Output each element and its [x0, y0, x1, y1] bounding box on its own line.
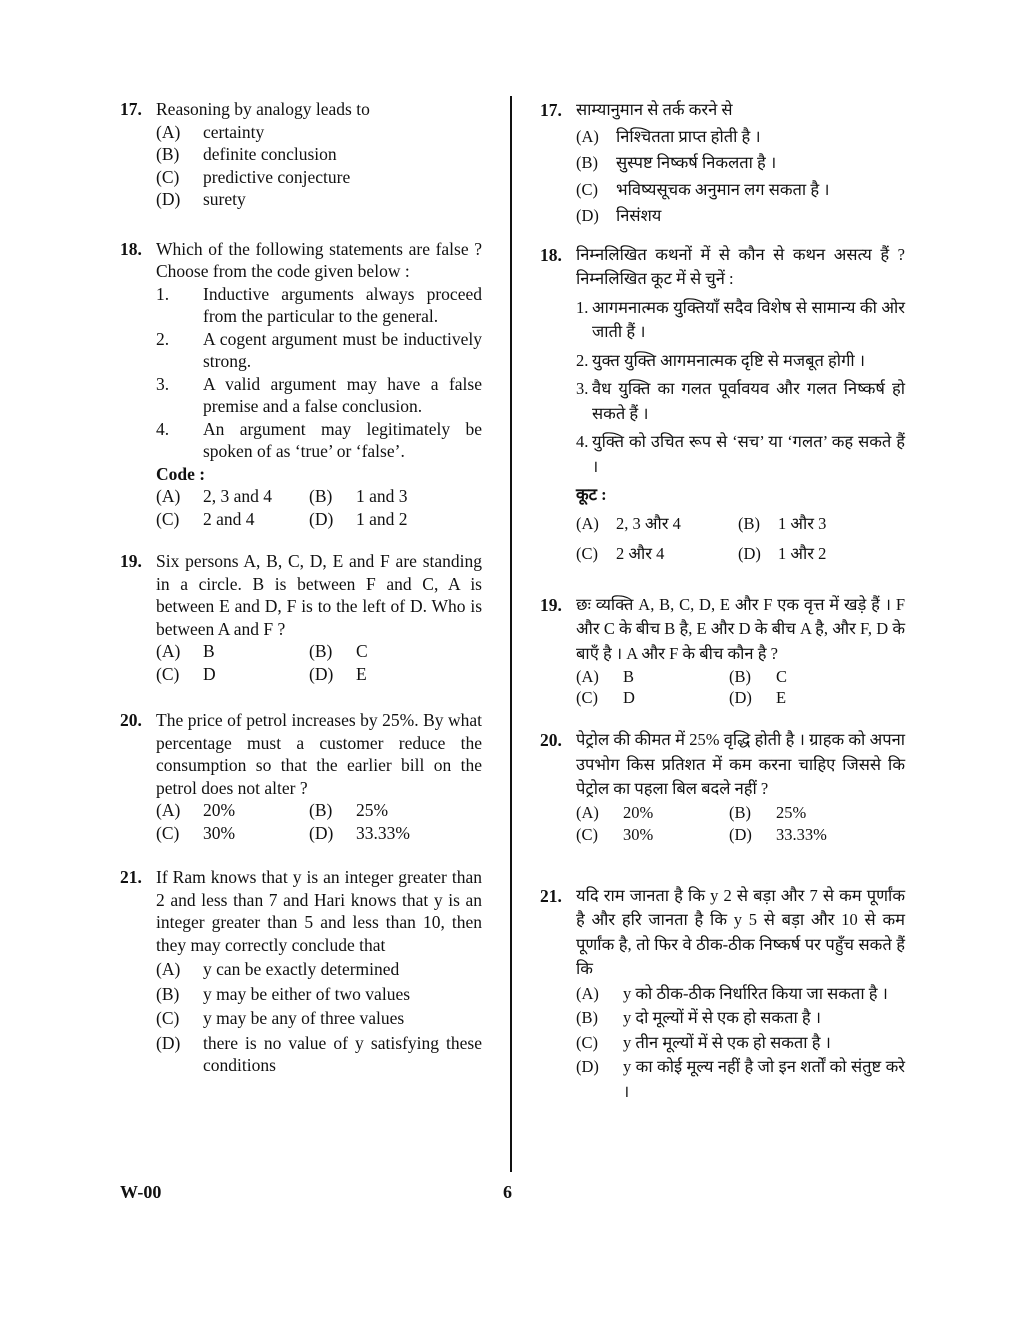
question-stem: Which of the following statements are false ? Choose from the code given below : [156, 238, 482, 281]
option-a: (A) 2, 3 और 4 [576, 513, 681, 533]
option-a: (A) 20% [156, 800, 236, 820]
question-number: 21. [540, 885, 562, 906]
option-d: (D) surety [156, 189, 246, 209]
question-stem: साम्यानुमान से तर्क करने से [576, 100, 733, 119]
question-stem: Six persons A, B, C, D, E and F are standing in a circle. B is between F and C, A is between E and D, F is to the left of D. Who is between A and F ? [156, 551, 482, 639]
statement-4: 4. An argument may legitimately be spoken of as ‘true’ or ‘false’. [156, 418, 482, 461]
question-stem: छः व्यक्ति A, B, C, D, E और F एक वृत्त में खड़े हैं । F और C के बीच B है, E और D के बीच A है, और F, D के बाएँ है । A और F के बीच कौन है ? [576, 594, 905, 663]
options-grid [576, 512, 905, 567]
options-grid [156, 640, 482, 685]
option-c: (C) y तीन मूल्यों में से एक हो सकता है । [576, 1032, 831, 1052]
question-number: 21. [120, 867, 142, 887]
option-a: (A) 2, 3 and 4 [156, 486, 273, 506]
question-number: 18. [120, 238, 142, 259]
option-c: (C) 2 and 4 [156, 508, 255, 529]
option-a: (A) certainty [156, 121, 265, 142]
option-d: (D) 33.33% [309, 822, 410, 843]
question-stem: निम्नलिखित कथनों में से कौन से कथन असत्य हैं ? निम्नलिखित कूट में से चुनें : [576, 244, 905, 288]
option-a: (A) B [156, 641, 215, 661]
option-c: (C) y may be any of three values [156, 1008, 405, 1028]
english-column [120, 98, 482, 1077]
question-stem: If Ram knows that y is an integer greater than 2 and less than 7 and Hari knows that y is an integer greater than 5 and less than 10, then they may correctly conclude that [156, 867, 482, 955]
column-divider [510, 96, 512, 1172]
question-20-en [120, 709, 482, 844]
option-a: (A) 20% [576, 802, 654, 822]
statement-2: 2. A cogent argument must be inductively strong. [156, 328, 482, 371]
option-d: (D) there is no value of y satisfying these conditions [156, 1032, 482, 1075]
options-grid [156, 799, 482, 844]
question-17-hi [540, 98, 905, 229]
question-19-hi [540, 593, 905, 709]
question-number: 20. [120, 710, 142, 730]
option-d: (D) 1 and 2 [309, 508, 408, 529]
option-b: (B) C [729, 667, 788, 686]
statement-1: 1. आगमनात्मक युक्तियाँ सदैव विशेष से सामान्य की ओर जाती हैं । [576, 297, 905, 341]
option-d: (D) E [729, 688, 787, 707]
question-stem: The price of petrol increases by 25%. By what percentage must a customer reduce the consumption so that the earlier bill on the petrol does not alter ? [156, 710, 482, 798]
question-number: 17. [540, 100, 562, 120]
page-number: 6 [503, 1182, 512, 1202]
question-18-hi [540, 243, 905, 567]
code-label: कूट : [576, 485, 607, 504]
option-b: (B) 25% [729, 802, 807, 822]
code-label: Code : [156, 463, 206, 484]
question-19-en [120, 550, 482, 685]
option-a: (A) B [576, 667, 635, 686]
option-b: (B) y दो मूल्यों में से एक हो सकता है । [576, 1008, 822, 1027]
statement-4: 4. युक्ति को उचित रूप से ‘सच’ या ‘गलत’ कह सकते हैं । [576, 432, 905, 476]
options-grid [576, 802, 905, 846]
option-c: (C) predictive conjecture [156, 166, 351, 187]
option-c: (C) 30% [156, 822, 236, 843]
question-stem: Reasoning by analogy leads to [156, 99, 370, 119]
hindi-column [540, 98, 905, 1104]
option-c: (C) D [156, 663, 216, 684]
option-d: (D) निसंशय [576, 206, 662, 225]
question-number: 17. [120, 99, 142, 119]
question-number: 18. [540, 244, 562, 265]
statement-3: 3. वैध युक्ति का गलत पूर्वावयव और गलत निष्कर्ष हो सकते हैं । [576, 379, 905, 423]
question-number: 19. [120, 551, 142, 571]
option-b: (B) y may be either of two values [156, 983, 411, 1004]
options-grid [576, 666, 905, 708]
statement-1: 1. Inductive arguments always proceed from the particular to the general. [156, 283, 482, 326]
option-a: (A) y can be exactly determined [156, 959, 400, 979]
option-a: (A) निश्चितता प्राप्त होती है । [576, 126, 761, 146]
option-b: (B) सुस्पष्ट निष्कर्ष निकलता है । [576, 153, 777, 172]
statement-2: 2. युक्त युक्ति आगमनात्मक दृष्टि से मजबूत होगी । [576, 350, 866, 370]
question-17-en [120, 98, 482, 211]
option-b: (B) 25% [309, 800, 389, 820]
question-number: 20. [540, 730, 562, 750]
options-grid [156, 485, 482, 530]
option-b: (B) C [309, 641, 368, 661]
option-b: (B) 1 and 3 [309, 486, 408, 506]
question-18-en [120, 238, 482, 531]
option-d: (D) E [309, 663, 367, 684]
question-21-hi [540, 884, 905, 1105]
question-20-hi [540, 728, 905, 846]
option-b: (B) definite conclusion [156, 144, 337, 164]
option-c: (C) 2 और 4 [576, 544, 665, 563]
statement-3: 3. A valid argument may have a false premise and a false conclusion. [156, 373, 482, 416]
option-d: (D) 1 और 2 [738, 544, 827, 563]
option-d: (D) 33.33% [729, 824, 827, 844]
option-c: (C) D [576, 688, 635, 707]
question-number: 19. [540, 594, 562, 615]
question-stem: पेट्रोल की कीमत में 25% वृद्धि होती है । ग्राहक को अपना उपभोग किस प्रतिशत में कम करना चाहिए जिससे कि पेट्रोल का पहला बिल बदले नहीं ? [576, 730, 905, 798]
paper-code: W-00 [120, 1182, 162, 1202]
option-a: (A) y को ठीक-ठीक निर्धारित किया जा सकता है । [576, 983, 888, 1003]
question-stem: यदि राम जानता है कि y 2 से बड़ा और 7 से कम पूर्णांक है और हरि जानता है कि y 5 से बड़ा और 10 से कम पूर्णांक है, तो फिर वे ठीक-ठीक निष्कर्ष पर पहुँच सकते हैं कि [576, 885, 905, 978]
option-c: (C) 30% [576, 824, 654, 844]
option-c: (C) भविष्यसूचक अनुमान लग सकता है । [576, 179, 830, 199]
question-21-en [120, 866, 482, 1077]
option-d: (D) y का कोई मूल्य नहीं है जो इन शर्तों को संतुष्ट करे । [576, 1057, 905, 1101]
option-b: (B) 1 और 3 [738, 513, 827, 533]
